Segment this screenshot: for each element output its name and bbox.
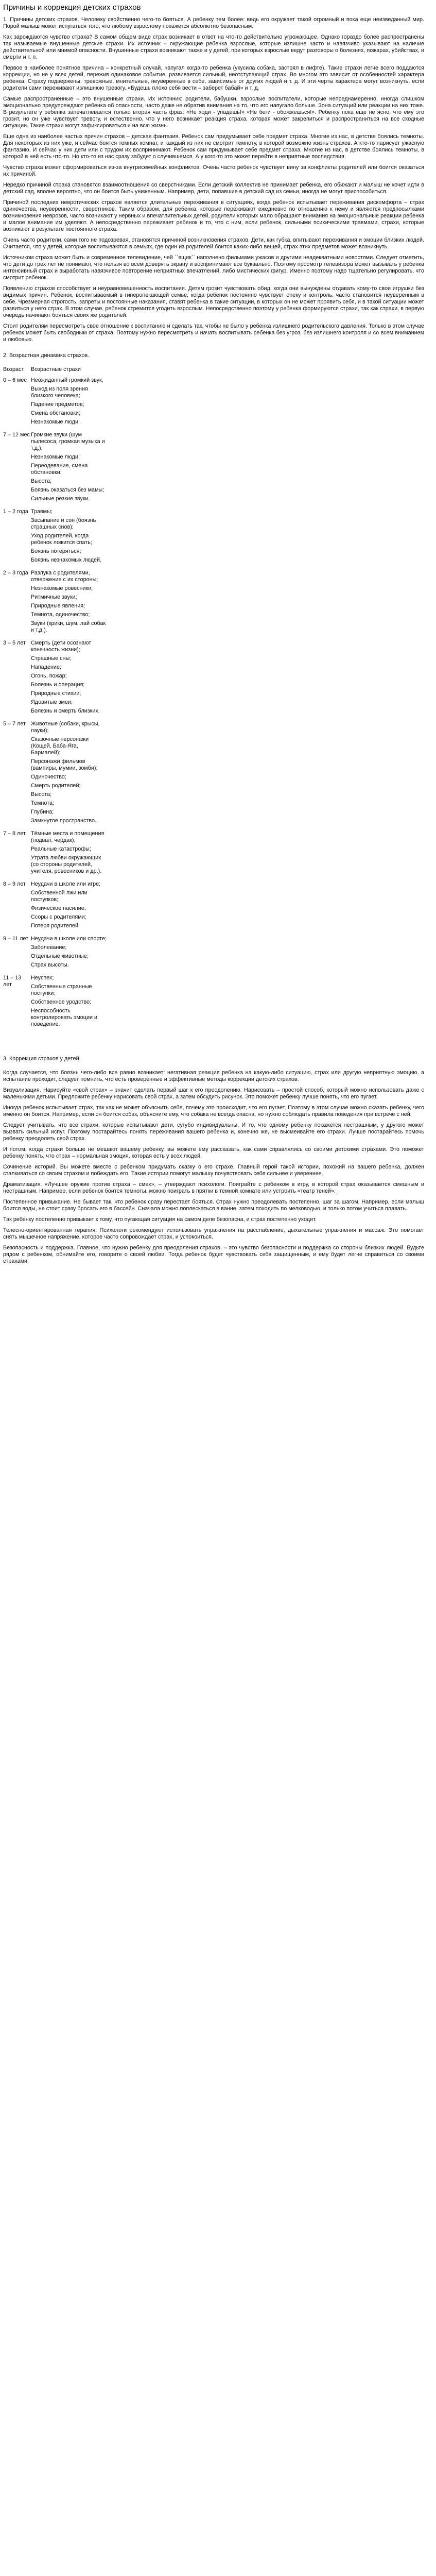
paragraph: Как зарождаются чувство страха? В самом общем виде страх возникает в ответ на что-то действительно угрожающее. Однако гораздо более распространены так называемые внушенные детские страхи. Их источник – окружающие ребенка взрослые, которые излишне часто и навязчиво указывают на наличие действительной или мнимой опасности. Внушенные страхи возникают также и у детей, при которых взрослые ведут разговоры о болезнях, пожарах, убийствах, и смерти и т. п. [3, 34, 424, 60]
paragraph: Так ребенку постепенно привыкает к тому, что пугающая ситуация на самом деле безопасна, и страх постепенно уходит. [3, 1216, 317, 1223]
fear-item: Ссоры с родителями; [31, 914, 86, 920]
table-row [3, 831, 109, 881]
table-row [3, 640, 109, 721]
fear-item: Замкнутое пространство. [31, 818, 97, 824]
section-title-correction: 3. Коррекция страхов у детей. [3, 1056, 81, 1062]
paragraph: Еще одна из наиболее частых причин страхов – детская фантазия. Ребенок сам придумывает себе предмет страха. Многие из нас, в детстве боялись темноты. Для некоторых из них уже, и сейчас боятся темных комнат, и каждый из них не смотрит темноту, в которой возможно жизнь страхов. А кто-то нарисует ужасную фантазию. И сейчас у них дети или с трудом их воспринимают. Ребенок сам придумывает себе предмет страха. Многие из нас, в детстве боялись темноты, в которой в ней есть что-то. Но кто-то из нас сразу забудет о случившемся. А у кого-то это может перейти в неприятные последствия. [3, 133, 424, 160]
fears-cell [31, 640, 109, 721]
fear-item: Собственные странные поступки; [31, 984, 92, 996]
paragraph: Когда случается, что боязнь чего-либо все равно возникает: негативная реакция ребенка на какую-либо ситуацию, страх или другую неприятную эмоцию, а испытание проходит, следует помнить, что есть проверенные и эффективные методы коррекции детских страхов. [3, 1070, 424, 1082]
fear-item: Утрата любви окружающих (со стороны родителей, учителя, ровесников и др.). [31, 855, 102, 874]
fear-item: Незнакомые люди. [31, 419, 80, 425]
paragraph: Иногда ребенок испытывает страх, так как не может объяснить себе, почему это происходит, что его пугает. Поэтому в этом случае можно сказать ребенку, чего именно он боится. Например, если он боится собак, объясните ему, что собака не всегда опасна, но нужно соблюдать правила поведения при встрече с ней. [3, 1105, 424, 1117]
fear-item: Физическое насилие; [31, 905, 86, 911]
fears-cell [31, 975, 109, 1034]
fear-item: Потеря родителей. [31, 923, 80, 929]
fear-item: Болезнь и смерть близких. [31, 708, 100, 714]
table-row [3, 377, 109, 432]
fear-item: Природные стихии; [31, 690, 81, 697]
fear-item: Ядовитые змеи; [31, 699, 73, 705]
fear-item: Страшные сны; [31, 655, 72, 662]
fear-item: Звуки (крики, шум, лай собак и т.д.). [31, 620, 106, 633]
fear-item: Громкие звуки (шум пылесоса, громкая музыка и т.д.); [31, 432, 105, 451]
table-row [3, 509, 109, 570]
spacer [3, 1039, 424, 1046]
fear-item: Сильные резкие звуки. [31, 496, 90, 502]
fear-item: Засыпание и сон (боязнь страшных снов); [31, 517, 96, 530]
fear-item: Смерть (дети осознают конечность жизни); [31, 640, 92, 653]
paragraph: Первое в наиболее понятное причина – конкретный случай, напугал когда-то ребенка (укусила собака, застрял в лифте). Такие страхи легче всего поддаются коррекции, но не у всех детей, пережив одинаковое событие, развивается сильный, неотступающий страх. Во многом это зависит от особенностей характера ребенка. Страху подвержены: тревожные, мнительные, неуверенные в себе, зависимые от других людей и т. д. И эти черты характера могут возникнуть, если родители сами переживают излишнюю тревогу. «Будешь плохо себя вести – заберет бабай» и т. д. [3, 65, 424, 91]
fear-item: Собственной лжи или поступков; [31, 890, 88, 903]
paragraph: Нередко причиной страха становятся взаимоотношения со сверстниками. Если детский коллектив не принимает ребенка, его обижают и малыш не хочет идти в детский сад, вполне вероятно, что он боится быть униженным. Напримеp, дети, попавшие в детский сад из семьи, иногда не могут приспособиться. [3, 182, 424, 195]
fear-item: Боязнь оказаться без мамы; [31, 487, 104, 493]
fear-item: Незнакомые ровесники; [31, 585, 93, 591]
age-cell: 2 – 3 года [3, 570, 28, 576]
paragraph: Причиной последних невротических страхов является длительные переживания в ситуациях, когда ребенок испытывает переживания дискомфорта – страх одиночества, неуверенности, сверстников. Таким образом, для ребенка, которые переживают ежедневно по отношению к нему и являются предпосылками возникновения неврозов, часто возникают у нервных и впечатлительных детей, родители которых мало обращают внимания на эмоциональные реакции ребенка и малое внимание им уделяют. А непосредственно переживает ребенок и то, что с ним, если ребенок, сильными психическими травмами, страхи, которые возникают в результате постоянного страха. [3, 199, 424, 232]
paragraph: Телесно-ориентированная терапия. Психологи рекомендуют использовать упражнения на расслабление, дыхательные упражнения и массаж. Это помогает снять мышечное напряжение, которое часто сопровождает страх, и успокоиться. [3, 1227, 424, 1240]
fear-item: Темнота; [31, 800, 54, 806]
fear-item: Заболевание; [31, 944, 67, 951]
document-page [0, 0, 428, 1276]
table-row [3, 570, 109, 640]
age-cell: 8 – 9 лет [3, 881, 26, 887]
fears-cell [31, 881, 109, 936]
paragraph: И потом, когда страхи больше не мешают вашему ребенку, вы можете ему рассказать, как сами справлялись со своими детскими страхами. Это поможет ребенку понять, что страх – нормальная эмоция, которая есть у всех людей. [3, 1146, 424, 1159]
paragraph: Визуализация. Нарисуйте «свой страх» – значит сделать первый шаг к его преодолению. Нарисовать – простой способ, который можно использовать даже с маленькими детьми. Предложите ребенку нарисовать свой страх, а затем обсудить рисунок. Это поможет ребенку лучше понять, что его пугает. [3, 1087, 424, 1100]
paragraph: Появлению страхов способствует и неуравновешенность воспитания. Детям грозит чувствовать обид, когда они вынуждены отдавать кому-то свои игрушки без видимых причин. Ребенок, воспитываемый в гиперопекающей семье, когда ребенок постоянно чувствует опеку и контроль, часто становится неуверенным в себе. Чрезмерная строгость, запреты и постоянные наказания, ставят ребенка в такие ситуации, в которых он не может проявить себя, и в такой ситуации может развиться у него страх. В этом случае, ребенок стремится угодить взрослым. Непосредственно поэтому у ребенка формируются страхи, так как страхи, в первую очередь начинают бояться своих же родителей. [3, 285, 424, 318]
fear-item: Огонь, пожар; [31, 673, 67, 679]
table-header-row [3, 366, 109, 377]
age-cell: 1 – 2 года [3, 509, 28, 515]
table-header-age: Возраст [3, 366, 24, 372]
age-cell: 9 – 11 лет [3, 936, 29, 942]
paragraph: Сочинение историй. Вы можете вместе с ребенком придумать сказку о его страхе. Главный герой такой истории, похожий на вашего ребенка, должен сталкиваться со своим страхом и побеждать его. Такие истории помогут малышу почувствовать себя сильнее и увереннее. [3, 1164, 424, 1177]
age-cell: 5 – 7 лет [3, 721, 26, 727]
age-fears-table [3, 366, 109, 1034]
fear-item: Боязнь незнакомых людей. [31, 557, 102, 563]
fear-item: Собственное уродство; [31, 999, 92, 1005]
fear-item: Неспособность контролировать эмоции и поведение. [31, 1008, 98, 1027]
intro-section [3, 16, 424, 343]
paragraph: 1. Причины детских страхов. Человеку свойственно чего-то бояться. А ребенку тем более: ведь его окружает такой огромный и пока еще неизведанный мир. Порой малыш может испугаться того, что любому взрослому покажется абсолютно безопасным. [3, 16, 424, 29]
age-cell: 7 – 8 лет [3, 831, 26, 837]
fears-cell [31, 721, 109, 831]
section-title-age-dynamics: 2. Возрастная динамика страхов. [3, 352, 90, 359]
paragraph: Постепенное привыкание. Не бывает так, что ребенок сразу перестает бояться. Страх нужно преодолевать постепенно, шаг за шагом. Например, если малыш боится воды, не стоит сразу бросать его в бассейн. Сначала можно поплескаться в ванне, затем походить по мелководью, и только потом учиться плавать. [3, 1199, 424, 1212]
paragraph: Стоит родителям пересмотреть свое отношение к воспитанию и сделать так, чтобы не было у ребенка излишнего родительского давления. Только в этом случае ребенок может быть свободным от страха. Поэтому нужно пересмотреть и начать воспитывать ребенка без угроз, без излишнего контроля и со всем вниманием и любовью. [3, 323, 424, 343]
fear-item: Природные явления; [31, 603, 85, 609]
fear-item: Незнакомые люди; [31, 454, 80, 460]
table-row [3, 936, 109, 975]
fears-cell [31, 936, 109, 975]
fear-item: Уход родителей, когда ребенок ложится спать; [31, 533, 92, 546]
fear-item: Высота; [31, 791, 52, 798]
fear-item: Выход из поля зрения близкого человека; [31, 386, 88, 399]
table-header-fears: Возрастные страхи [31, 366, 81, 372]
fears-cell [31, 509, 109, 570]
table-row [3, 432, 109, 509]
fear-item: Тёмные места и помещения (подвал, чердак); [31, 831, 104, 843]
fear-item: Смена обстановки; [31, 410, 80, 416]
age-cell: 3 – 5 лет [3, 640, 26, 646]
fear-item: Переодевание, смена обстановки; [31, 463, 88, 476]
fear-item: Персонажи фильмов (вампиры, мумии, зомби); [31, 758, 98, 771]
fear-item: Неудачи в школе или спорте; [31, 936, 107, 942]
fear-item: Страх высоты. [31, 962, 69, 968]
fear-item: Смерть родителей; [31, 783, 81, 789]
fear-item: Одиночество; [31, 774, 66, 780]
fears-cell [31, 377, 109, 432]
fear-item: Глубина; [31, 809, 54, 815]
age-cell: 7 – 12 мес [3, 432, 30, 438]
paragraph: Чувство страха может сформироваться из-за внутрисемейных конфликтов. Очень часто ребенок чувствует вину за конфликты родителей или боится оказаться их причиной. [3, 164, 424, 177]
fear-item: Травмы; [31, 509, 53, 515]
fear-item: Темнота, одиночество; [31, 612, 90, 618]
fear-item: Ритмичные звуки; [31, 594, 77, 600]
fear-item: Боязнь потеряться; [31, 548, 81, 554]
paragraph: Следует учитывать, что все страхи, которые испытывают дети, сугубо индивидуальны. И то, что одному ребенку покажется нестрашным, у другого может вызвать сильный испуг. Поэтому постарайтесь понять переживания вашего ребенка и, конечно же, не высмеивайте его страхи. Лучше постарайтесь помочь ребенку преодолеть свой страх. [3, 1122, 424, 1142]
table-row [3, 721, 109, 831]
page-title: Причины и коррекция детских страхов [3, 3, 141, 12]
fears-cell [31, 831, 109, 881]
paragraph: Драматизация. «Лучшее оружие против страха – смех», – утверждают психологи. Поиграйте с ребенком в игру, в которой страх оказывается смешным и нестрашным. Например, если ребенок боится темноты, можно поиграть в прятки в темной комнате или устроить «театр теней». [3, 1181, 424, 1194]
fear-item: Падение предметов; [31, 401, 84, 408]
fear-item: Разлука с родителями, отвержение с их стороны; [31, 570, 98, 583]
fear-item: Сказочные персонажи (Кощей, Баба-Яга, Бармалей); [31, 736, 89, 756]
fear-item: Животные (собаки, крысы, пауки); [31, 721, 100, 734]
fears-cell [31, 432, 109, 509]
fear-item: Неуспех; [31, 975, 54, 981]
age-cell: 0 – 6 мес [3, 377, 27, 383]
fears-cell [31, 570, 109, 640]
paragraph: Самые распространенные – это внушенные страхи. Их источник: родители, бабушки, взрослые воспитатели, которые непреднамеренно, иногда слишком эмоционально предупреждают ребенка об опасности, часто даже не обратив внимания на то, что его напугало больше. Зона ситуаций или реакции на них тоже. В результате у ребенка запечатлевается только вторая часть фраз: «Не ходи - упадешь!» «Не беги - обожжешься!». Ребенку пока еще не ясно, что ему это грозит, но он уже чувствует тревогу, и естественно, что у него возникает реакция страха, которая может закрепиться и распространиться на все сходные ситуации. Такие страхи могут зафиксироваться и на всю жизнь. [3, 96, 424, 129]
table-row [3, 975, 109, 1034]
fear-item: Нападение; [31, 664, 61, 670]
age-cell: 11 – 13 лет [3, 975, 22, 988]
paragraph: Безопасность и поддержка. Главное, что нужно ребенку для преодоления страхов, – это чувство безопасности и поддержка со стороны близких людей. Будьте рядом с ребенком, обнимайте его, говорите о своей любви. Тогда ребенок будет чувствовать себя защищенным, и ему будет легче справиться со своими страхами. [3, 1245, 424, 1264]
fear-item: Болезнь и операция; [31, 682, 85, 688]
table-row [3, 881, 109, 936]
fear-item: Неожиданный громкий звук; [31, 377, 103, 383]
correction-section [3, 1070, 424, 1265]
paragraph: Очень часто родители, сами того не подозревая, становятся причиной возникновения страхов. Дети, как губка, впитывают переживания и эмоции близких людей. Считается, что у детей, которые воспитываются в семьях, где один из родителей боится каких-либо вещей, страх этих предметов может возникнуть. [3, 237, 424, 250]
fear-item: Реальные катастрофы; [31, 846, 91, 852]
fear-item: Высота; [31, 478, 52, 484]
fear-item: Отдельные животные; [31, 953, 89, 959]
paragraph: Источником страха может быть и современное телевидение, чей ``ящик`` наполнено фильмами ужасов и другими неадекватными новостями. Следует отметить, что дети до трех лет не понимают, что нельзя во всем доверять экрану и воспринимают все буквально. Поэтому просмотр телевизора может вызывать у ребенка интенсивный страх и выработать навязчивое повторение неприятных впечатлений, либо мистических фигур. Именно поэтому надо тщательно регулировать, что смотрит ребенок. [3, 255, 424, 281]
fear-item: Неудачи в школе или игре; [31, 881, 101, 887]
